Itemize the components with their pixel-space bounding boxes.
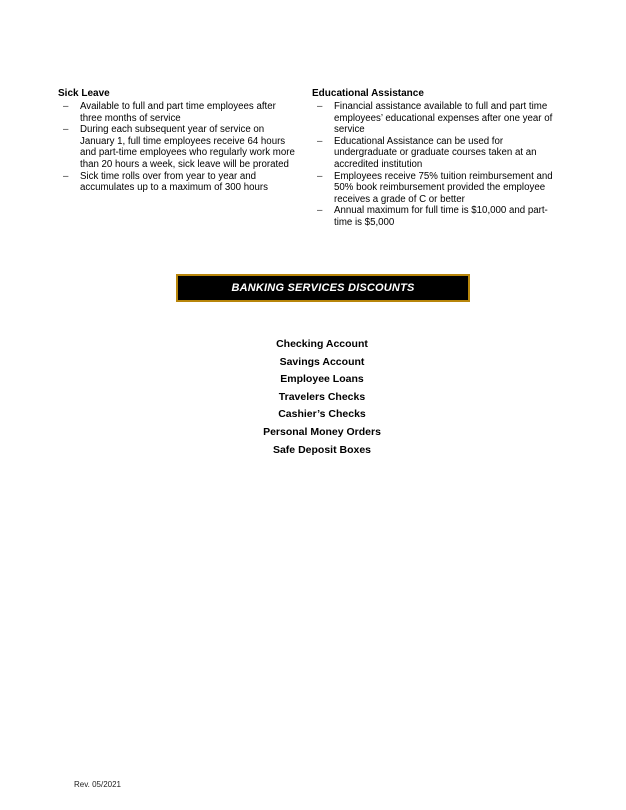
- sick-leave-section: [58, 88, 298, 194]
- list-item: – Educational Assistance can be used for undergraduate or graduate courses taken at an accredited institution: [317, 135, 537, 170]
- banking-services-banner: [176, 274, 470, 302]
- service-item-travelers-checks: Travelers Checks: [278, 390, 366, 403]
- dash-bullet-icon: –: [317, 135, 323, 147]
- service-item-safe-deposit-boxes: Safe Deposit Boxes: [272, 443, 372, 456]
- service-item-employee-loans: Employee Loans: [280, 373, 364, 386]
- sick-leave-heading: Sick Leave: [58, 88, 110, 99]
- revision-footer: Rev. 05/2021: [74, 780, 121, 789]
- dash-bullet-icon: –: [63, 101, 69, 112]
- list-item: – During each subsequent year of service on January 1, full time employees receive 64 hours and part-time employees who regularly work more than 20 hours a week, sick leave will be prorated: [63, 124, 295, 170]
- educational-assistance-list: [312, 101, 557, 229]
- service-item-cashiers-checks: Cashier’s Checks: [278, 408, 366, 421]
- list-item: – Financial assistance available to full and part time employees’ educational expenses after one year of service: [317, 101, 553, 136]
- dash-bullet-icon: –: [317, 101, 323, 112]
- service-item-personal-money-orders: Personal Money Orders: [263, 425, 381, 438]
- sick-leave-list: [58, 101, 298, 194]
- list-item: – Employees receive 75% tuition reimbursement and 50% book reimbursement provided the employee receives a grade of C or better: [317, 170, 553, 205]
- dash-bullet-icon: –: [317, 205, 323, 217]
- list-item: – Available to full and part time employees after three months of service: [63, 101, 276, 124]
- service-item-savings-account: Savings Account: [279, 355, 365, 368]
- banking-services-list: [172, 336, 472, 459]
- service-item-checking-account: Checking Account: [276, 338, 368, 350]
- banner-title: BANKING SERVICES DISCOUNTS: [231, 282, 415, 294]
- educational-assistance-section: [312, 88, 557, 229]
- list-item: – Sick time rolls over from year to year and accumulates up to a maximum of 300 hours: [63, 170, 268, 194]
- dash-bullet-icon: –: [63, 124, 69, 136]
- dash-bullet-icon: –: [317, 170, 323, 182]
- educational-assistance-heading: Educational Assistance: [312, 88, 424, 99]
- list-item: – Annual maximum for full time is $10,000 and part-time is $5,000: [317, 205, 548, 228]
- dash-bullet-icon: –: [63, 170, 69, 182]
